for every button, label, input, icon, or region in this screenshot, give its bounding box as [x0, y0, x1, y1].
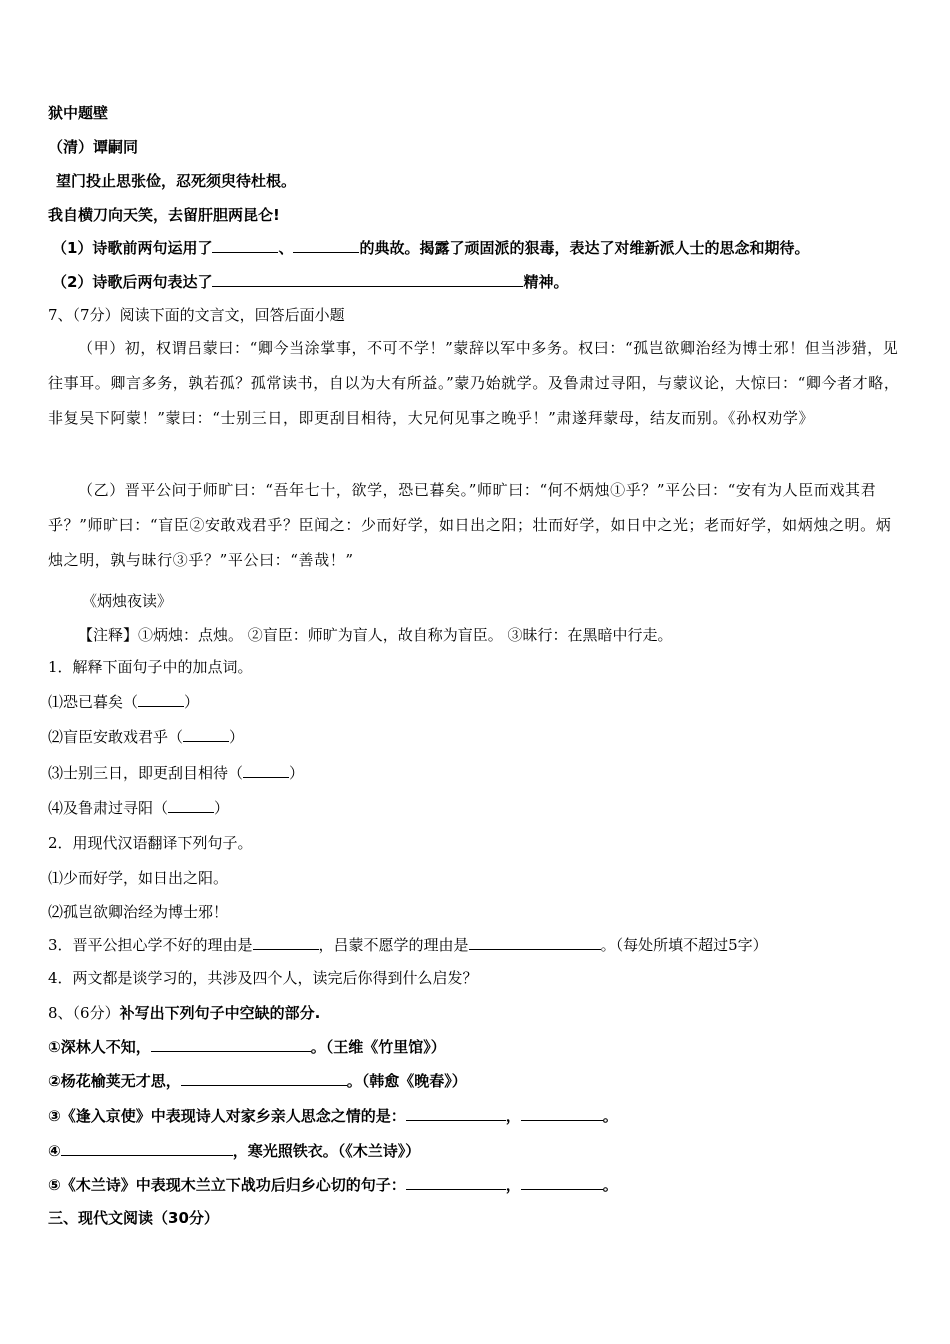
- q7-sub1-item-2: ⑵盲臣安敢戏君乎（ ）: [48, 728, 245, 746]
- answer-blank[interactable]: [406, 1174, 506, 1190]
- poem-question-1: （1）诗歌前两句运用了 、 的典故。揭露了顽固派的狠毒，表达了对维新派人士的思念和期待。: [52, 239, 810, 257]
- section-3-heading: 三、现代文阅读（30分）: [48, 1209, 219, 1227]
- answer-blank[interactable]: [469, 934, 601, 950]
- q7-sub3: 3．晋平公担心学不好的理由是 ，吕蒙不愿学的理由是 。（每处所填不超过5字）: [48, 936, 768, 954]
- answer-blank[interactable]: [293, 237, 359, 253]
- answer-blank[interactable]: [253, 934, 319, 950]
- q7-sub2: 2．用现代汉语翻译下列句子。: [48, 834, 253, 852]
- answer-blank[interactable]: [521, 1174, 603, 1190]
- passage-b-title: 《炳烛夜读》: [82, 592, 173, 610]
- answer-blank[interactable]: [406, 1105, 506, 1121]
- q8-item-4: ④ ，寒光照铁衣。（《木兰诗》）: [48, 1142, 421, 1160]
- q7-sub1-item-1: ⑴恐已暮矣（ ）: [48, 693, 200, 711]
- answer-blank[interactable]: [243, 763, 289, 778]
- q8-item-2: ②杨花榆荚无才思， 。（韩愈《晚春》）: [48, 1072, 467, 1090]
- answer-blank[interactable]: [151, 1036, 311, 1052]
- poem-author: （清）谭嗣同: [48, 138, 139, 156]
- poem-question-2: （2）诗歌后两句表达了 精神。: [52, 273, 569, 291]
- annotation-note: 【注释】①炳烛：点烛。 ②盲臣：师旷为盲人，故自称为盲臣。 ③昧行：在黑暗中行走。: [78, 626, 673, 644]
- q8-item-5: ⑤《木兰诗》中表现木兰立下战功后归乡心切的句子： ， 。: [48, 1176, 618, 1194]
- passage-a: （甲）初，权谓吕蒙曰：“卿今当涂掌事，不可不学！”蒙辞以军中多务。权曰：“孤岂欲卿治经为博士邪！但当涉猎，见往事耳。卿言多务，孰若孤？孤常读书，自以为大有所益。”蒙乃始就学。及鲁肃过寻阳，与蒙议论，大惊曰：“卿今者才略，非复吴下阿蒙！”蒙曰：“士别三日，即更刮目相待，大兄何见事之晚乎！”肃遂拜蒙母，结友而别。《孙权劝学》: [48, 339, 900, 427]
- answer-blank[interactable]: [212, 237, 278, 253]
- answer-blank[interactable]: [138, 692, 184, 707]
- answer-blank[interactable]: [181, 1070, 347, 1086]
- q7-sub2-item-2: ⑵孤岂欲卿治经为博士邪！: [48, 903, 229, 921]
- answer-blank[interactable]: [168, 798, 214, 813]
- q7-sub1: 1．解释下面句子中的加点词。: [48, 658, 253, 676]
- passage-b: （乙）晋平公问于师旷曰：“吾年七十，欲学，恐已暮矣。”师旷曰：“何不炳烛①乎？”平公曰：“安有为人臣而戏其君乎？”师旷曰：“盲臣②安敢戏君乎？臣闻之：少而好学，如日出之阳；壮而好学，如日中之光；老而好学，如炳烛之明。炳烛之明，孰与昧行③乎？”平公曰：“善哉！”: [48, 481, 892, 569]
- answer-blank[interactable]: [212, 271, 523, 287]
- poem-title: 狱中题壁: [48, 104, 109, 122]
- q7-sub1-item-3: ⑶士别三日，即更刮目相待（ ）: [48, 764, 305, 782]
- q7-heading: 7、（7分）阅读下面的文言文，回答后面小题: [48, 306, 345, 324]
- poem-line-1: 望门投止思张俭，忍死须臾待杜根。: [56, 172, 297, 190]
- q7-sub1-item-4: ⑷及鲁肃过寻阳（ ）: [48, 799, 230, 817]
- q7-sub4: 4．两文都是谈学习的，共涉及四个人，读完后你得到什么启发？: [48, 969, 478, 987]
- answer-blank[interactable]: [61, 1140, 233, 1156]
- answer-blank[interactable]: [521, 1105, 603, 1121]
- answer-blank[interactable]: [183, 727, 229, 742]
- poem-line-2: 我自横刀向天笑，去留肝胆两昆仑!: [48, 206, 280, 224]
- q8-item-3: ③《逢入京使》中表现诗人对家乡亲人思念之情的是： ， 。: [48, 1107, 618, 1125]
- q8-heading: 8、（6分）补写出下列句子中空缺的部分.: [48, 1004, 321, 1022]
- q8-item-1: ①深林人不知， 。（王维《竹里馆》）: [48, 1038, 446, 1056]
- q7-sub2-item-1: ⑴少而好学，如日出之阳。: [48, 869, 229, 887]
